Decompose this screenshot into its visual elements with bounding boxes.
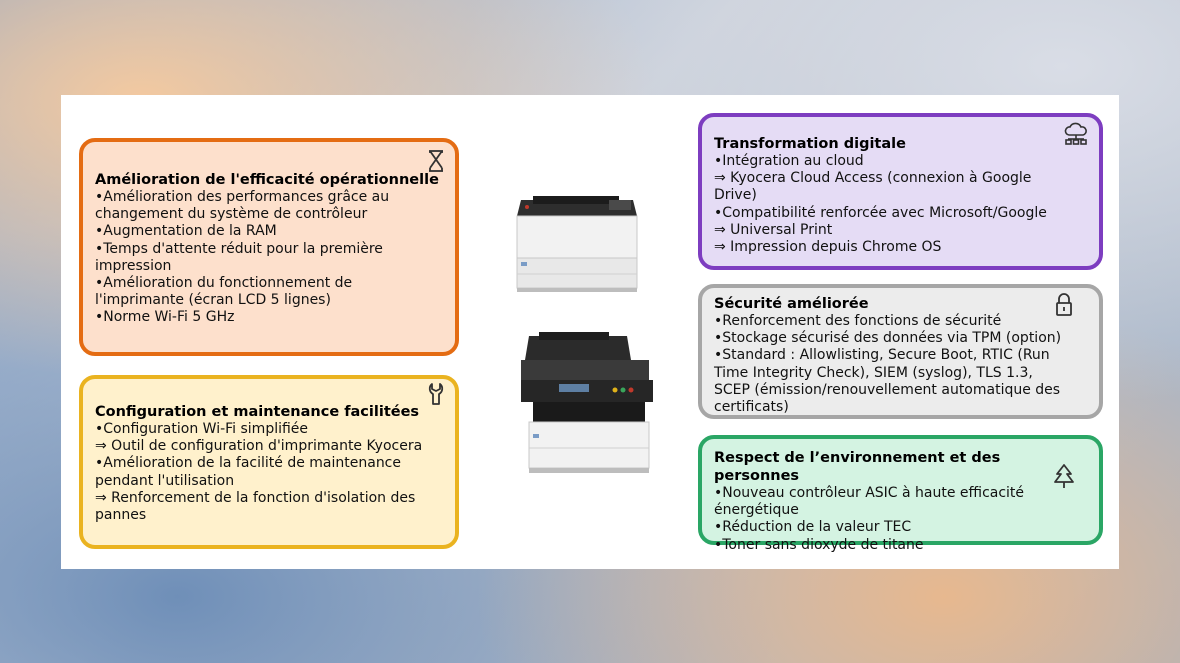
card-line: •Amélioration des performances grâce au bbox=[95, 189, 390, 205]
card-line: pannes bbox=[95, 507, 147, 524]
card-line: •Augmentation de la RAM bbox=[95, 223, 277, 240]
environment-card bbox=[698, 435, 1103, 553]
card-line: •Compatibilité renforcée avec Microsoft/Google bbox=[714, 204, 1047, 221]
single-function-printer-image bbox=[513, 192, 641, 294]
card-line: pendant l'utilisation bbox=[95, 472, 235, 489]
hourglass-icon bbox=[423, 148, 449, 174]
card-title: Amélioration de l'efficacité opérationnelle bbox=[95, 172, 439, 188]
digital-transformation-card bbox=[698, 113, 1103, 270]
tree-icon bbox=[1051, 463, 1077, 489]
lock-icon bbox=[1051, 292, 1077, 318]
card-title: Transformation digitale bbox=[714, 136, 906, 152]
card-line: Drive) bbox=[714, 187, 757, 204]
card-line: l'imprimante (écran LCD 5 lignes) bbox=[95, 292, 331, 309]
card-line: •Amélioration de la facilité de maintenance bbox=[95, 455, 401, 472]
card-line: énergétique bbox=[714, 502, 799, 519]
card-line: •Stockage sécurisé des données via TPM (option) bbox=[714, 330, 1062, 347]
card-line: •Renforcement des fonctions de sécurité bbox=[714, 313, 1002, 329]
card-line: •Norme Wi-Fi 5 GHz bbox=[95, 309, 235, 326]
card-line: certificats) bbox=[714, 399, 789, 416]
cloud-network-icon bbox=[1063, 121, 1089, 147]
card-line: •Temps d'attente réduit pour la première bbox=[95, 240, 383, 257]
card-line: •Réduction de la valeur TEC bbox=[714, 519, 912, 536]
card-line: Time Integrity Check), SIEM (syslog), TLS 1.3, bbox=[714, 364, 1033, 381]
security-card bbox=[698, 284, 1103, 419]
card-title: Configuration et maintenance facilitées bbox=[95, 404, 420, 420]
card-line: •Toner sans dioxyde de titane bbox=[714, 536, 924, 553]
card-line: •Amélioration du fonctionnement de bbox=[95, 275, 353, 292]
wrench-icon bbox=[423, 381, 449, 407]
maintenance-card bbox=[79, 375, 459, 549]
content-panel bbox=[61, 95, 1119, 569]
card-line: ⇒ Universal Print bbox=[714, 221, 833, 238]
card-line: changement du système de contrôleur bbox=[95, 206, 368, 223]
multifunction-printer-image bbox=[519, 330, 655, 475]
card-line: •Configuration Wi-Fi simplifiée bbox=[95, 421, 309, 437]
card-title: Sécurité améliorée bbox=[714, 296, 869, 312]
card-line: ⇒ Renforcement de la fonction d'isolation des bbox=[95, 489, 416, 506]
card-line: ⇒ Outil de configuration d'imprimante Kyocera bbox=[95, 438, 423, 455]
card-line: •Nouveau contrôleur ASIC à haute efficacité bbox=[714, 485, 1025, 501]
card-title: Respect de l’environnement et des personnes bbox=[714, 450, 1001, 484]
card-line: •Standard : Allowlisting, Secure Boot, RTIC (Run bbox=[714, 347, 1050, 364]
efficiency-card bbox=[79, 138, 459, 356]
card-line: ⇒ Impression depuis Chrome OS bbox=[714, 239, 942, 256]
card-line: impression bbox=[95, 257, 172, 274]
card-line: ⇒ Kyocera Cloud Access (connexion à Google bbox=[714, 170, 1032, 187]
card-line: SCEP (émission/renouvellement automatique des bbox=[714, 381, 1061, 398]
card-line: •Intégration au cloud bbox=[714, 153, 864, 169]
